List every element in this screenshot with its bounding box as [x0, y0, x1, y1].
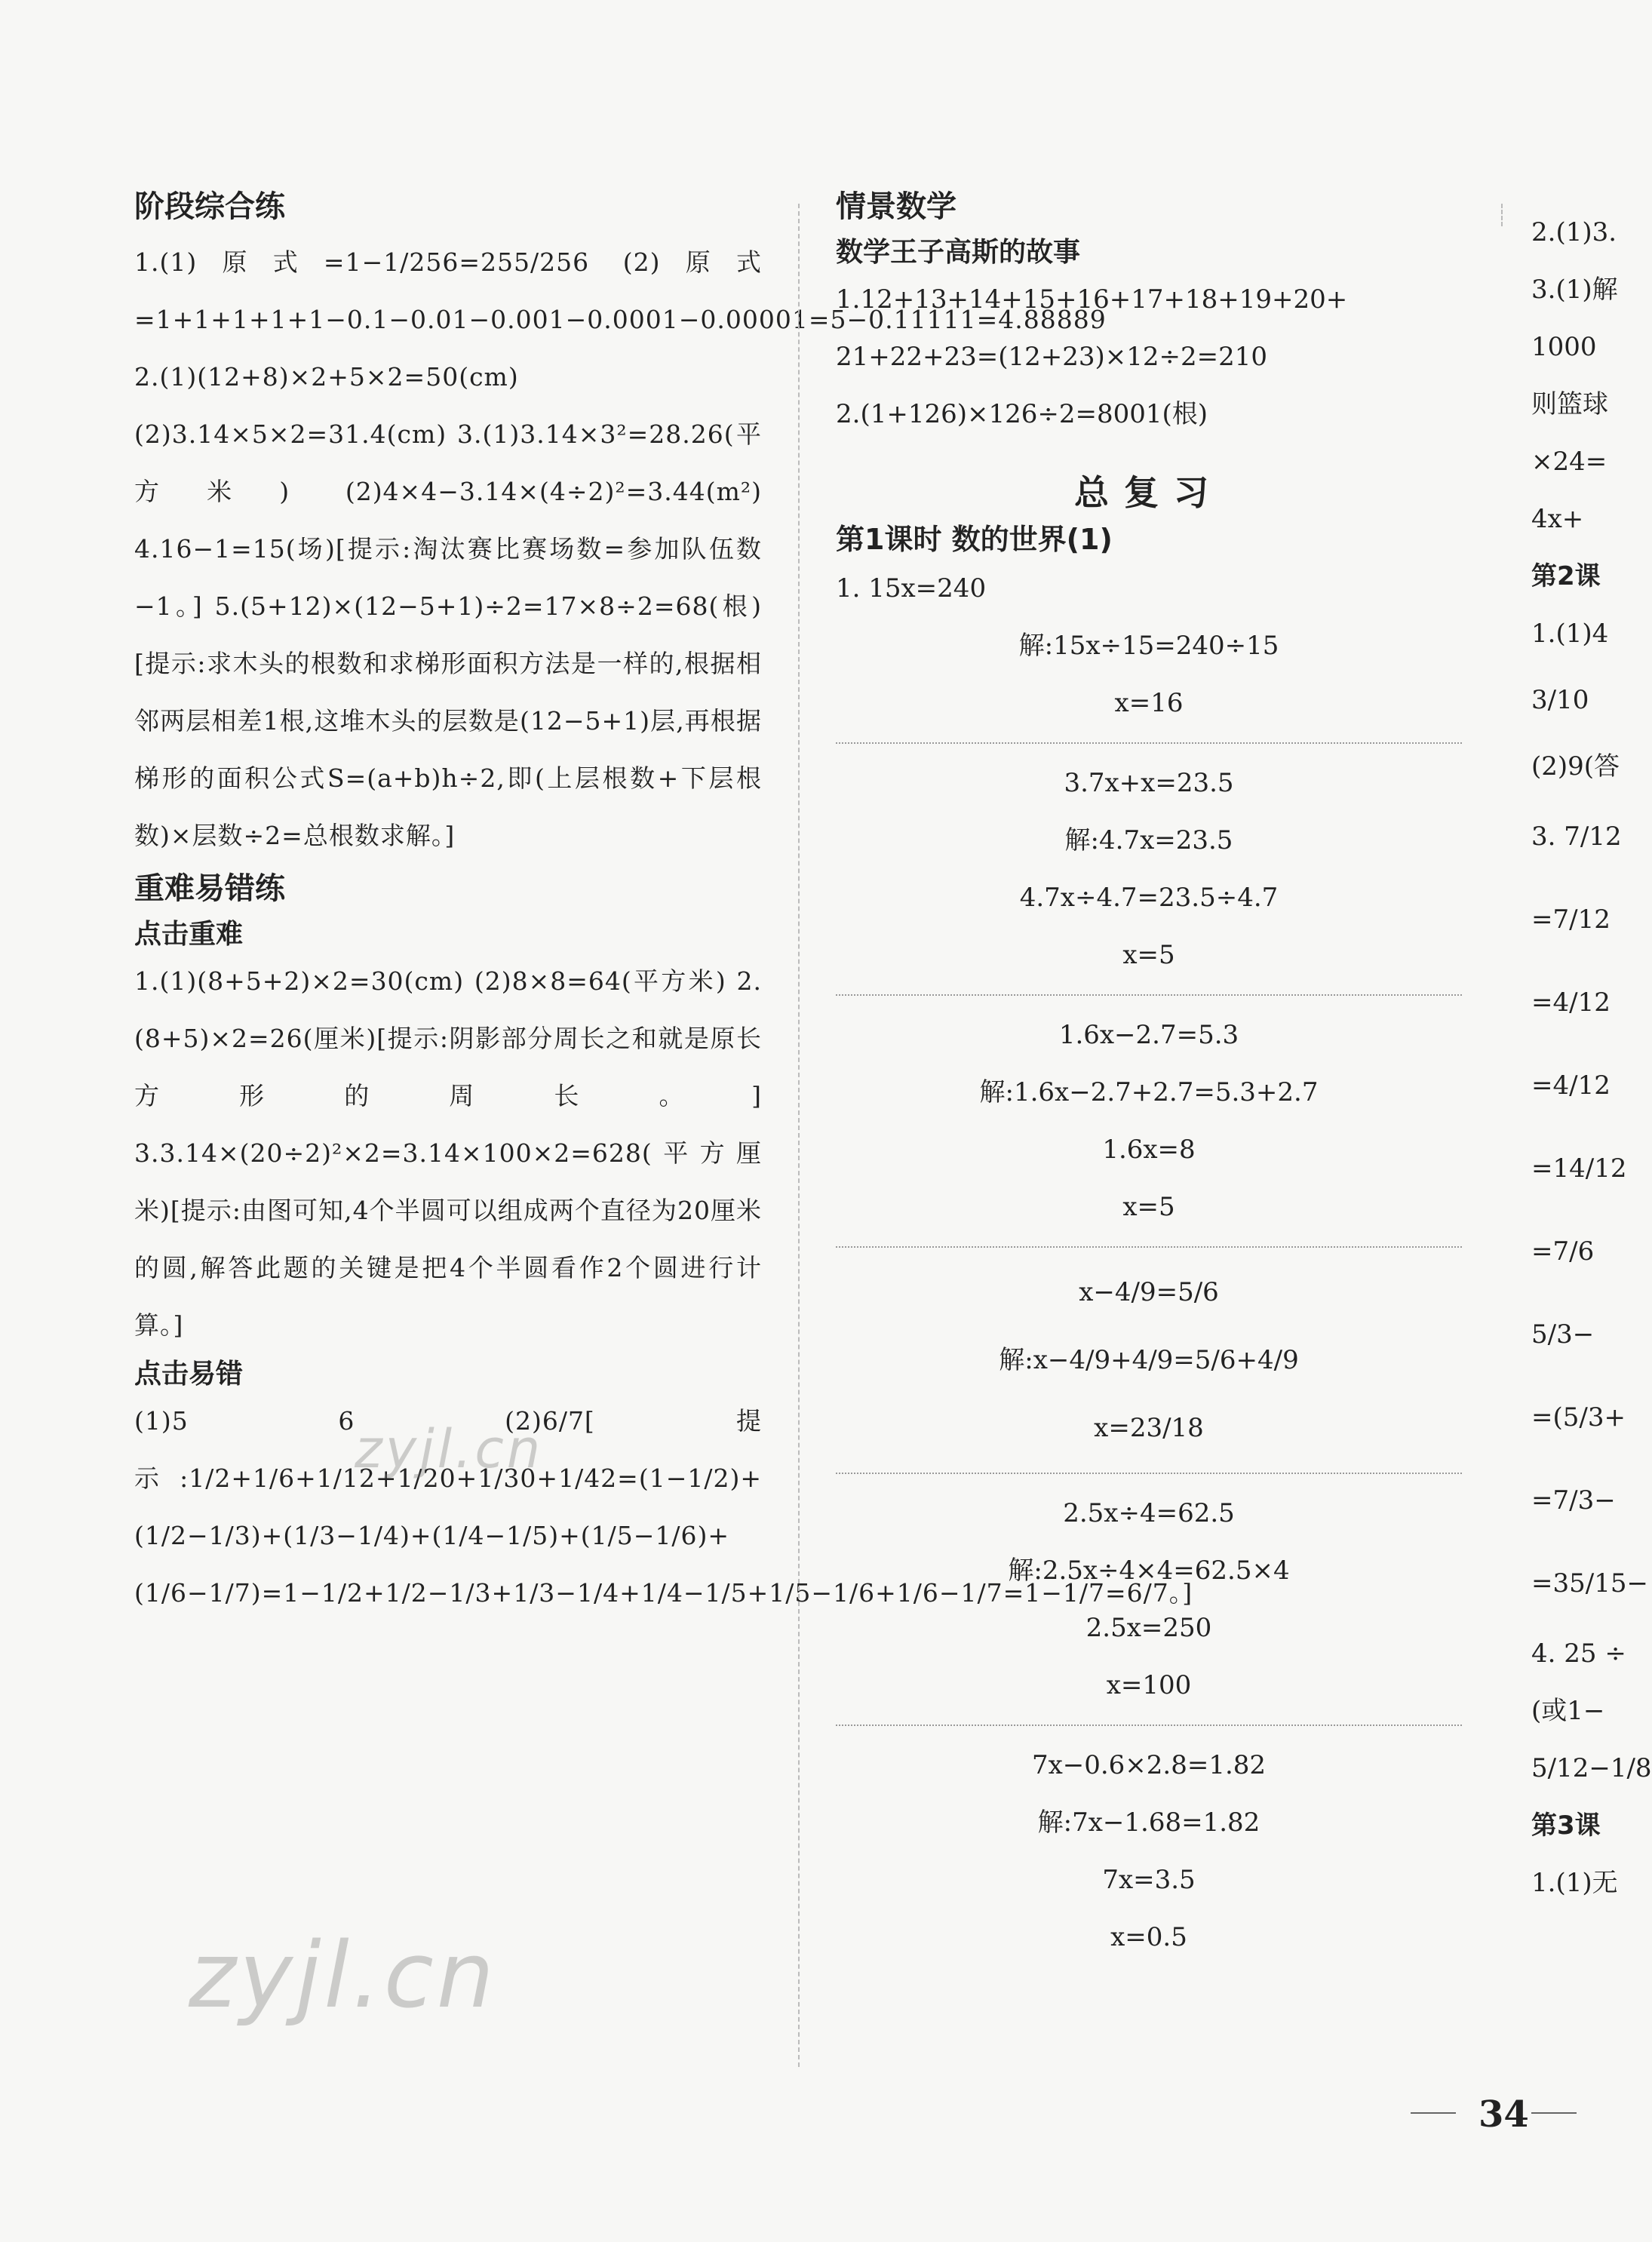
lesson-title: 第1课时 数的世界(1) [836, 522, 1113, 556]
cropped-line: 1000 [1531, 332, 1597, 362]
dotted-separator [836, 1724, 1462, 1726]
cropped-line: 则篮球 [1531, 389, 1608, 419]
subtitle-common-errors: 点击易错 [134, 1358, 244, 1390]
equation-block [836, 1006, 1462, 1236]
cropped-line: (2)9(答 [1531, 751, 1620, 782]
equation-line: x=16 [1114, 688, 1184, 719]
cropped-line: 1.(1)4 [1531, 619, 1609, 649]
equation-block [836, 560, 1462, 732]
equation-block [836, 1737, 1462, 1966]
story-title: 数学王子高斯的故事 [836, 237, 1081, 268]
cropped-line: 第3课 [1531, 1810, 1601, 1841]
cropped-line: =35/15− [1531, 1568, 1648, 1599]
equation-line: 7x=3.5 [1102, 1865, 1196, 1896]
equation-line: 3.7x+x=23.5 [1064, 768, 1234, 799]
cropped-line: =4/12 [1531, 1070, 1611, 1101]
watermark: zyjl.cn [189, 1924, 497, 2029]
equation-line: 1.6x=8 [1102, 1135, 1196, 1166]
equation-line: 解:7x−1.68=1.82 [1037, 1807, 1260, 1838]
equation-line: 1.6x−2.7=5.3 [1058, 1020, 1239, 1051]
cropped-line: =4/12 [1531, 987, 1611, 1018]
equation-line: 解:15x÷15=240÷15 [1018, 631, 1279, 662]
cropped-line: 2.(1)3. [1531, 217, 1617, 247]
equation-line: 2.5x÷4=62.5 [1063, 1498, 1235, 1529]
equation-line: x=23/18 [1094, 1413, 1204, 1444]
equation-line: 解:1.6x−2.7+2.7=5.3+2.7 [979, 1077, 1319, 1108]
dotted-separator [836, 742, 1462, 744]
review-title: 总复习 [1074, 471, 1224, 513]
page-number-rule-right [1531, 2112, 1577, 2114]
section-title-hard-errors: 重难易错练 [134, 871, 285, 906]
column-divider-1 [798, 204, 800, 2067]
cropped-line: 1.(1)无 [1531, 1868, 1618, 1898]
story-line: 1.12+13+14+15+16+17+18+19+20+ [836, 284, 1348, 315]
watermark: zyjl.cn [355, 1418, 544, 1480]
cropped-line: 3.(1)解 [1531, 275, 1618, 305]
stage-practice-answers: 1.(1)原式=1−1/256=255/256 (2)原式=1+1+1+1+1−0.1−0.01−0.001−0.0001−0.00001=5−0.11111=4.88889 2.(1)(12+8)×2+5×2=50(cm) (2)3.14×5×2=31.4(cm) 3.(1)3.14×3²=28.26(平方米) (2)4×4−3.14×(4÷2)²=3.44(m²) 4.16−1=15(场)[提示:淘汰赛比赛场数=参加队伍数−1。] 5.(5+12)×(12−5+1)÷2=17×8÷2=68(根)[提示:求木头的根数和求梯形面积方法是一样的,根据相邻两层相差1根,这堆木头的层数是(12−5+1)层,再根据梯形的面积公式S=(a+b)h÷2,即(上层根数+下层根数)×层数÷2=总根数求解。] [134, 247, 1107, 850]
equation-block [836, 754, 1462, 984]
cropped-line: 3/10 [1531, 685, 1589, 715]
cropped-line: 4. 25 ÷ [1531, 1639, 1626, 1669]
dotted-separator [836, 1246, 1462, 1248]
equation-line: x−4/9=5/6 [1079, 1277, 1219, 1308]
equation-line: x=0.5 [1110, 1922, 1187, 1953]
equation-line: x=5 [1122, 1192, 1175, 1223]
story-line: 21+22+23=(12+23)×12÷2=210 [836, 341, 1268, 372]
key-difficulties-answers: 1.(1)(8+5+2)×2=30(cm) (2)8×8=64(平方米) 2.(8+5)×2=26(厘米)[提示:阴影部分周长之和就是原长方形的周长。] 3.3.14×(20÷2)²×2=3.14×100×2=628(平方厘米)[提示:由图可知,4个半圆可以组成两个直径为20厘米的圆,解答此题的关键是把4个半圆看作2个圆进行计算。] [134, 966, 762, 1340]
equation-block [836, 1258, 1462, 1462]
page-number: 34 [1479, 2093, 1529, 2136]
section-title-scenario-math: 情景数学 [836, 189, 957, 224]
cropped-line: 5/3− [1531, 1319, 1595, 1350]
equation-line: 1. 15x=240 [836, 573, 987, 604]
dotted-separator [836, 1473, 1462, 1474]
cropped-line: (或1− [1531, 1696, 1605, 1726]
equation-line: 4.7x÷4.7=23.5÷4.7 [1019, 883, 1279, 914]
equation-line: 7x−0.6×2.8=1.82 [1031, 1750, 1267, 1781]
cropped-line: 第2课 [1531, 561, 1601, 591]
equation-block [836, 1485, 1462, 1714]
right-column-cropped [1531, 204, 1652, 2165]
story-line: 2.(1+126)×126÷2=8001(根) [836, 398, 1208, 429]
cropped-line: =14/12 [1531, 1153, 1627, 1184]
cropped-line: 3. 7/12 [1531, 822, 1622, 852]
page-number-rule-left [1411, 2112, 1456, 2114]
common-errors-answers: (1)5 6 (2)6/7[提示:1/2+1/6+1/12+1/20+1/30+1/42=(1−1/2)+(1/2−1/3)+(1/3−1/4)+(1/4−1/5)+(1/5−1/6)+(1/6−1/7)=1−1/2+1/2−1/3+1/3−1/4+1/4−1/5+1/5−1/6+1/6−1/7=1−1/7=6/7。] [134, 1405, 1193, 1608]
cropped-line: 4x+ [1531, 504, 1584, 534]
equation-line: x=5 [1122, 940, 1175, 971]
cropped-line: =7/6 [1531, 1236, 1595, 1267]
equation-line: 解:2.5x÷4×4=62.5×4 [1008, 1556, 1290, 1586]
section-title-stage-practice: 阶段综合练 [134, 189, 285, 224]
cropped-line: 5/12−1/8 [1531, 1753, 1652, 1783]
cropped-line: =7/3− [1531, 1485, 1616, 1516]
middle-column [836, 189, 1462, 1966]
equation-line: x=100 [1106, 1670, 1192, 1701]
cropped-line: =(5/3+ [1531, 1402, 1626, 1433]
cropped-line: =7/12 [1531, 904, 1611, 935]
dotted-separator [836, 994, 1462, 996]
subtitle-key-difficulties: 点击重难 [134, 919, 244, 950]
equation-line: 解:x−4/9+4/9=5/6+4/9 [999, 1345, 1299, 1376]
equation-line: 解:4.7x=23.5 [1064, 825, 1233, 856]
column-divider-2 [1501, 204, 1503, 226]
cropped-line: ×24= [1531, 447, 1607, 477]
equation-line: 2.5x=250 [1085, 1613, 1212, 1644]
